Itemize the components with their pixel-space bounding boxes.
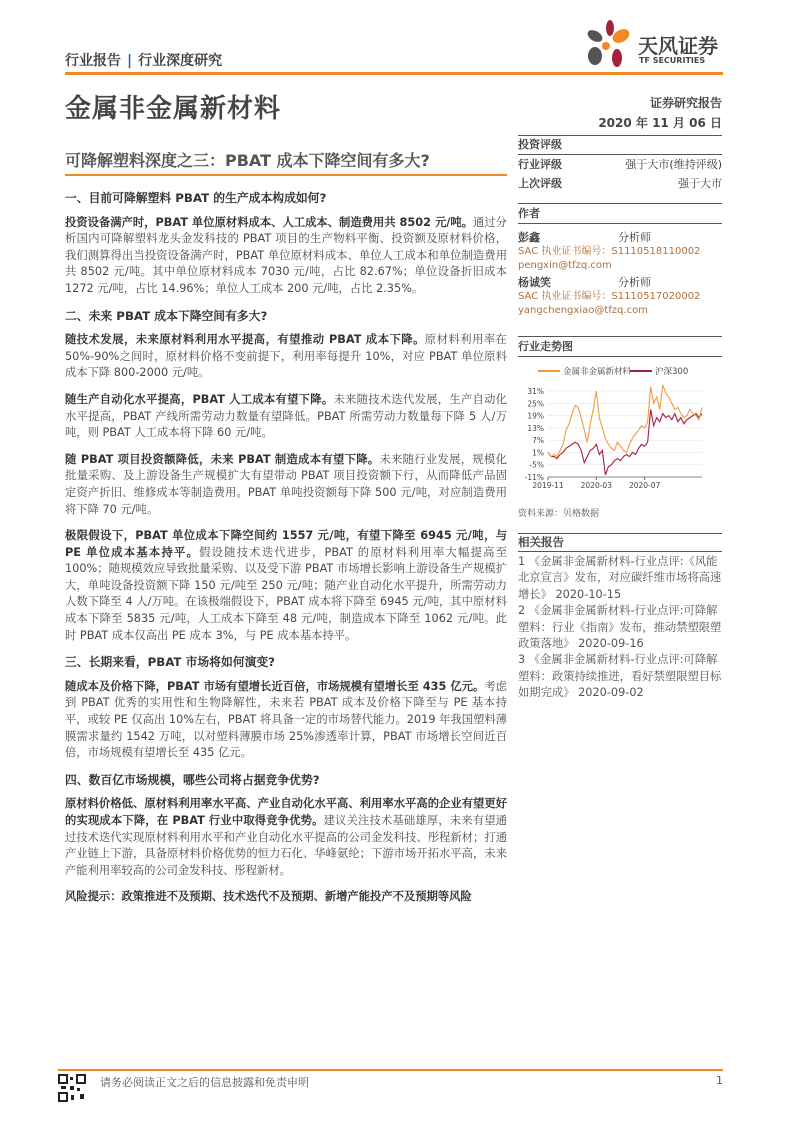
report-type: 证券研究报告 <box>649 96 722 110</box>
author-sac: SAC 执业证书编号：S1110517020002 <box>518 291 701 302</box>
paragraph-body: 原材料利用率在 50%-90%之间时，原材料价格不变前提下，利用率每提升 10%，对应 PBAT 单位原料成本下降 800-2000 元/吨。 <box>65 333 507 380</box>
item-date: 2020-09-02 <box>578 686 644 700</box>
chart-title: 行业走势图 <box>518 340 573 353</box>
author-name: 杨诚笑 <box>518 276 551 289</box>
paragraph-lead: 随技术发展，未来原材料利用水平提高，有望推动 PBAT 成本下降。 <box>65 333 425 347</box>
item-number: 3 <box>518 653 526 667</box>
disclaimer-text: 请务必阅读正文之后的信息披露和免责申明 <box>100 1076 309 1089</box>
y-tick-label: 7% <box>532 436 544 446</box>
qr-code-icon <box>58 1074 86 1102</box>
item-number: 1 <box>518 555 526 568</box>
paragraph <box>65 528 507 644</box>
related-report-item[interactable] <box>518 652 722 701</box>
prev-rating-row <box>518 174 722 193</box>
paragraph-lead: 极限假设下，PBAT 单位成本下降空间约 1557 元/吨，有望下降至 6945 元/吨，与 PE 单位成本基本持平。 <box>65 529 507 559</box>
item-number: 2 <box>518 604 526 618</box>
x-tick-label: 2019-11 <box>532 481 564 490</box>
paragraph <box>65 452 507 518</box>
item-date: 2020-10-15 <box>555 587 622 601</box>
paragraph-lead: 随 PBAT 项目投资额降低，未来 PBAT 制造成本有望下降。 <box>65 452 380 466</box>
paragraph-body: 假设随技术迭代进步，PBAT 的原材料利用率大幅提高至 100%；随规模效应导致批量采购、以及受下游 PBAT 市场增长影响上游设备生产规模扩大，单吨设备投资额下降 150 元/吨至 250 元/吨；随产业自动化水平提升，所需劳动力人数下降至 4 人/万吨。在该极端假设下，PBAT 成本将下降至 6945 元/吨，其中原材料成本下降至 5835 元/吨，人工成本下降至 48 元/吨，制造成本下降至 1062 元/吨。此时 PBAT 成本仅高出 PE 成本 3%，与 PE 成本基本持平。 <box>65 545 507 642</box>
paragraph <box>65 332 507 382</box>
paragraph-lead: 风险提示：政策推进不及预期、技术迭代不及预期、新增产能投产不及预期等风险 <box>65 890 472 904</box>
logo-cn: 天风证券 <box>638 34 718 58</box>
industry-title: 金属非金属新材料 <box>65 94 282 124</box>
related-report-item[interactable] <box>518 603 722 652</box>
divider <box>518 223 722 224</box>
author-name: 彭鑫 <box>518 231 540 244</box>
paragraph-lead: 投资设备满产时，PBAT 单位原材料成本、人工成本、制造费用共 8502 元/吨。 <box>65 215 474 229</box>
author-role: 分析师 <box>618 231 651 244</box>
item-title: 《金属非金属新材料-行业点评:《风能北京宣言》发布，对应碳纤维市场将高速增长》 <box>518 555 722 601</box>
related-title: 相关报告 <box>518 535 564 549</box>
sidebar <box>518 94 722 702</box>
value: 强于大市(维持评级) <box>625 158 722 171</box>
logo-en: TF SECURITIES <box>639 56 706 65</box>
paragraph-body: 通过分析国内可降解塑料龙头金发科技的 PBAT 项目的生产物料平衡、投资额及原材料价格，我们测算得出当投资设备满产时，PBAT 单位原材料成本、单位人工成本和单位制造费用共 8502 元/吨。其中单位原材料成本 7030 元/吨，占比 82.67%；单位设备折旧成本 1272 元/吨，占比 14.96%；单位人工成本 200 元/吨，占比 2.35%。 <box>65 215 507 295</box>
value: 强于大市 <box>678 177 722 190</box>
section-heading: 一、目前可降解塑料 PBAT 的生产成本构成如何? <box>65 191 327 205</box>
header-divider <box>65 72 723 75</box>
y-tick-label: 19% <box>527 411 544 421</box>
separator: | <box>127 53 133 69</box>
paragraph <box>65 796 507 879</box>
authors-title: 作者 <box>518 207 540 220</box>
rating-title: 投资评级 <box>518 138 562 151</box>
paragraph-lead: 随生产自动化水平提高，PBAT 人工成本有望下降。 <box>65 392 334 406</box>
paragraph-lead: 原材料价格低、原材料利用率水平高、产业自动化水平高、利用率水平高的企业有望更好的实现成本下降，在 PBAT 行业中取得竞争优势。 <box>65 797 507 827</box>
y-tick-label: 13% <box>527 423 544 433</box>
item-title: 《金属非金属新材料-行业点评:可降解塑料：政策持续推进，看好禁塑限塑目标如期完成》 <box>518 653 722 700</box>
section-heading: 二、未来 PBAT 成本下降空间有多大? <box>65 308 268 323</box>
item-title: 《金属非金属新材料-行业点评:可降解塑料：行业《指南》发布，推动禁塑限塑政策落地》 <box>518 604 722 651</box>
paragraph-body: 未来随行业发展，规模化批量采购、及上游设备生产规模扩大有望带动 PBAT 项目投资额下行，从而降低产品固定资产折旧、维修成本等制造费用。PBAT 单吨投资额每下降 500 元/吨，对应制造费用将下降 70 元/吨。 <box>65 452 507 516</box>
page-number: 1 <box>716 1074 723 1087</box>
section-heading: 四、数百亿市场规模，哪些公司将占据竞争优势? <box>65 772 320 787</box>
y-tick-label: 31% <box>527 387 544 396</box>
paragraph-body: 未来随技术迭代发展，生产自动化水平提高，PBAT 产线所需劳动力数量有望降低。PBAT 所需劳动力数量每下降 5 人/万吨，则 PBAT 人工成本将下降 60 元/吨。 <box>65 392 507 440</box>
paragraph <box>65 392 507 442</box>
paragraph-lead: 随成本及价格下降，PBAT 市场有望增长近百倍，市场规模有望增长至 435 亿元。 <box>65 679 485 693</box>
item-date: 2020-09-16 <box>578 637 644 651</box>
x-tick-label: 2020-03 <box>580 481 612 490</box>
author-email[interactable]: yangchengxiao@tfzq.com <box>518 305 648 316</box>
legend-label: 沪深300 <box>655 367 689 377</box>
category-label: 行业报告 <box>65 53 121 69</box>
report-date: 2020 年 11 月 06 日 <box>598 116 722 130</box>
author-sac: SAC 执业证书编号：S1110518110002 <box>518 246 701 257</box>
section-heading: 三、长期来看，PBAT 市场将如何演变? <box>65 655 276 670</box>
y-tick-label: 1% <box>532 448 544 458</box>
author-email[interactable]: pengxin@tfzq.com <box>518 260 612 271</box>
main-content <box>65 190 507 916</box>
logo-petals-icon <box>583 20 633 70</box>
industry-trend-chart <box>518 357 722 497</box>
y-tick-label: -11% <box>524 473 544 482</box>
chart-source: 资料来源：贝格数据 <box>518 509 600 519</box>
paragraph <box>65 215 507 298</box>
subtitle-divider <box>65 174 507 176</box>
label: 行业评级 <box>518 158 562 171</box>
subcategory-label: 行业深度研究 <box>138 53 223 69</box>
divider <box>518 551 722 552</box>
paragraph <box>65 679 507 762</box>
author-role: 分析师 <box>618 276 651 289</box>
paragraph-body: 考虑到 PBAT 优秀的实用性和生物降解性，未来若 PBAT 成本及价格下降至与 PE 基本持平，或较 PE 仅高出 10%左右，PBAT 将具备一定的市场替代能力。2019 年我国塑料薄膜需求量约 1542 万吨，以对塑料薄膜市场 25%渗透率计算，PBAT 市场增长空间近百倍，市场规模有望增长至 435 亿元。 <box>65 679 507 760</box>
x-tick-label: 2020-07 <box>628 481 661 490</box>
author-block <box>518 275 722 318</box>
legend-label: 金属非金属新材料 <box>563 367 632 377</box>
report-category <box>65 50 222 70</box>
industry-rating-row <box>518 155 722 174</box>
label: 上次评级 <box>518 177 562 190</box>
related-report-item[interactable] <box>518 554 722 603</box>
footer-divider <box>58 1069 723 1071</box>
paragraph-body: 建议关注技术基础雄厚，未来有望通过技术迭代实现原材料利用水平和产业自动化水平提高的公司金发科技、彤程新材；打通产业链上下游，具备原材料价格优势的恒力石化、华峰氨纶；下游市场开拓水平高，未来产能利用率较高的公司金发科技、彤程新材。 <box>65 814 507 877</box>
company-logo <box>583 20 723 72</box>
y-tick-label: 25% <box>527 399 544 409</box>
report-subtitle: 可降解塑料深度之三：PBAT 成本下降空间有多大? <box>65 151 430 170</box>
series-line-csi300 <box>548 409 702 475</box>
author-block <box>518 230 722 273</box>
y-tick-label: -5% <box>529 460 544 470</box>
paragraph <box>65 889 507 906</box>
